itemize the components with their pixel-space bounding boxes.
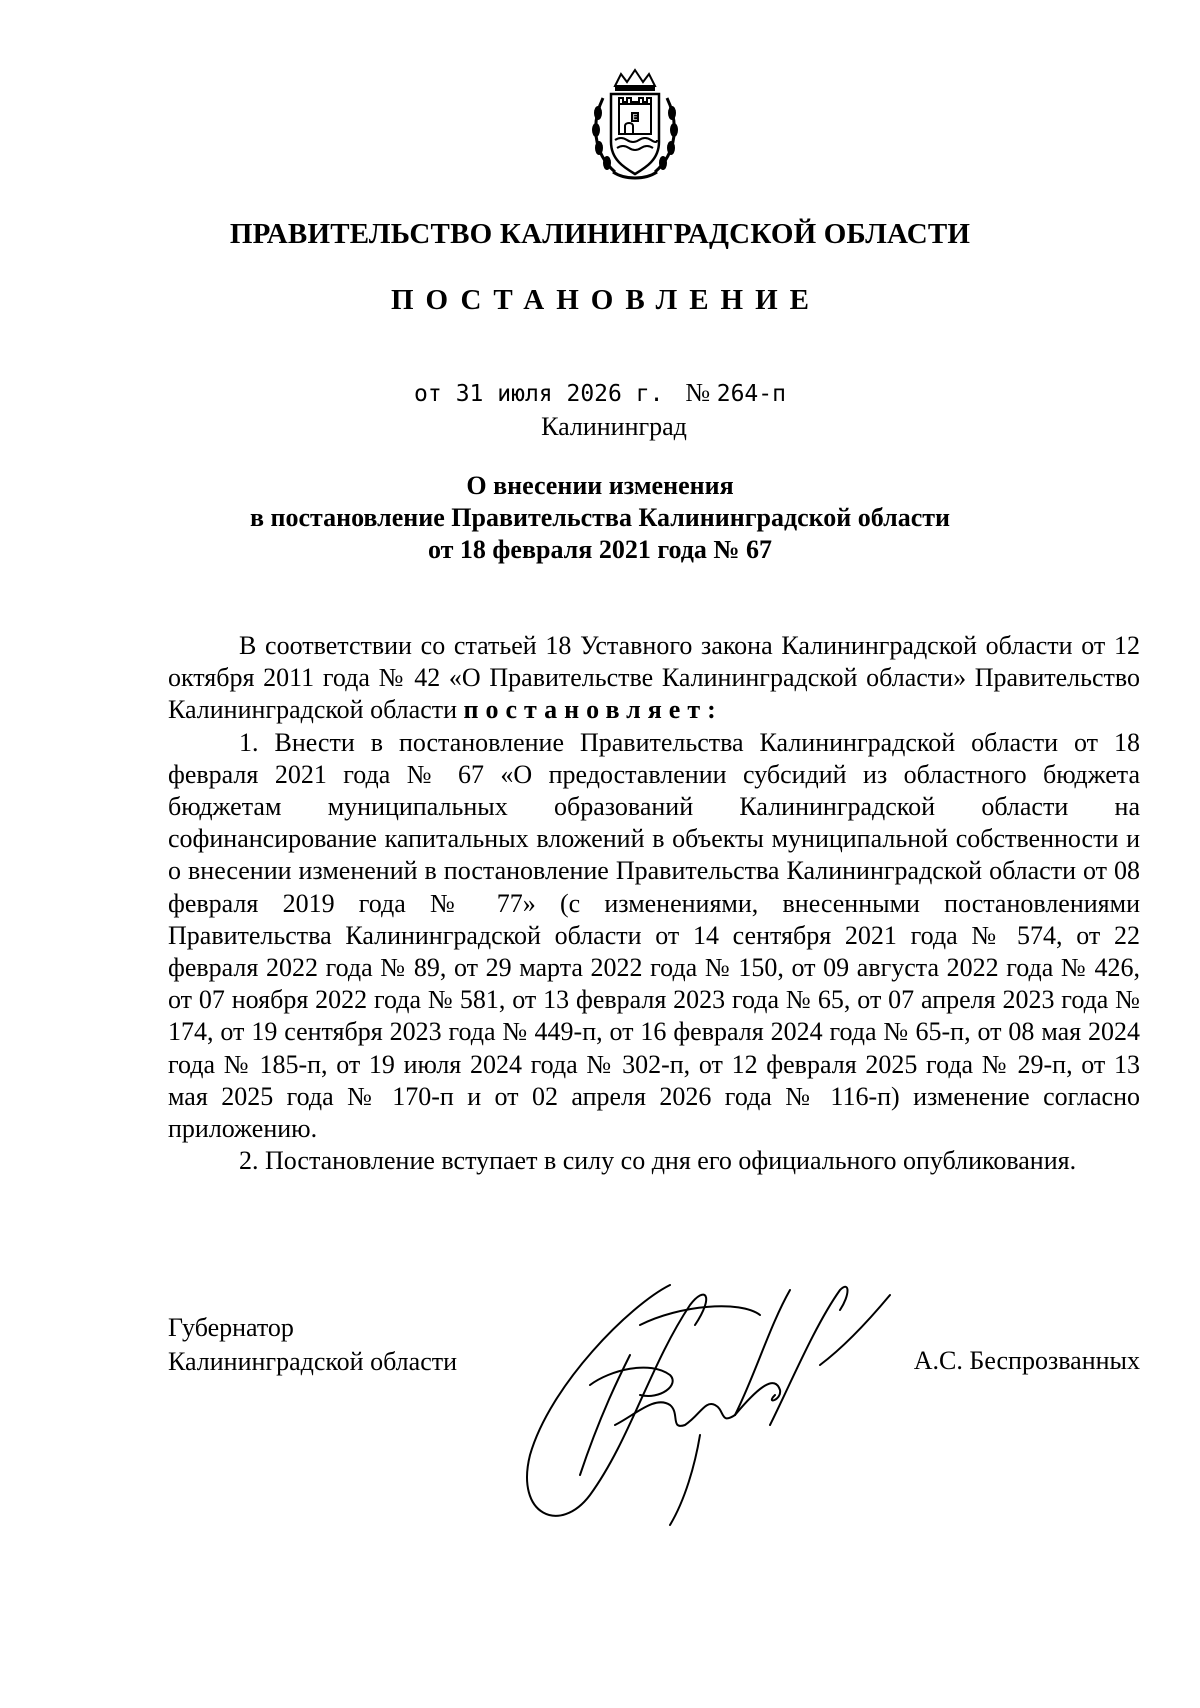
- title-line-3: от 18 февраля 2021 года № 67: [427, 535, 773, 564]
- preamble-verb: постановляет:: [463, 695, 723, 725]
- document-number: 264-п: [716, 381, 786, 407]
- number-label: №: [685, 378, 711, 407]
- signatory-position: [168, 1311, 457, 1379]
- organization-heading: ПРАВИТЕЛЬСТВО КАЛИНИНГРАДСКОЙ ОБЛАСТИ: [229, 218, 971, 250]
- item-2-paragraph: 2. Постановление вступает в силу со дня его официального опубликования.: [239, 1146, 1077, 1176]
- position-line-1: Губернатор: [168, 1313, 294, 1342]
- svg-text:Е: Е: [632, 113, 638, 122]
- position-line-2: Калининградской области: [168, 1347, 458, 1376]
- document-title: [0, 470, 1200, 566]
- preamble-paragraph: [168, 630, 1140, 727]
- coat-of-arms-icon: [585, 68, 685, 183]
- document-body: [168, 630, 1140, 1177]
- item-1-paragraph: 1. Внести в постановление Правительства Калининградской области от 18 февраля 2021 года № 67 «О предоставлении субсидий из областного бюджета бюджетам муниципальных образований Калининградской области на софинансирование капитальных вложений в объекты муниципальной собственности и о внесении изменений в постановление Правительства Калининградской области от 08 февраля 2019 года № 77» (с изменениями, внесенными постановлениями Правительства Калининградской области от 14 сентября 2021 года № 574, от 22 февраля 2022 года № 89, от 29 марта 2022 года № 150, от 09 августа 2022 года № 426, от 07 ноября 2022 года № 581, от 13 февраля 2023 года № 65, от 07 апреля 2023 года № 174, от 19 сентября 2023 года № 449-п, от 16 февраля 2024 года № 65-п, от 08 мая 2024 года № 185-п, от 19 июля 2024 года № 302-п, от 12 февраля 2025 года № 29-п, от 13 мая 2025 года № 170-п и от 02 апреля 2026 года № 116-п) изменение согласно приложению.: [168, 727, 1140, 1144]
- title-line-2: в постановление Правительства Калининградской области: [249, 503, 951, 532]
- signatory-name: А.С. Беспрозванных: [913, 1346, 1140, 1375]
- document-date: 31 июля 2026 г.: [455, 381, 664, 407]
- document-type-heading: ПОСТАНОВЛЕНИЕ: [390, 284, 821, 316]
- date-number-line: [0, 378, 1200, 408]
- preamble-text: В соответствии со статьей 18 Уставного закона Калининградской области от 12 октября 2011 года № 42 «О Правительстве Калининградской области» Правительство Калининградской области: [168, 631, 1140, 725]
- title-line-1: О внесении изменения: [466, 471, 734, 500]
- date-prefix: от: [414, 381, 442, 407]
- city-name: Калининград: [541, 412, 687, 441]
- handwritten-signature: [520, 1265, 900, 1535]
